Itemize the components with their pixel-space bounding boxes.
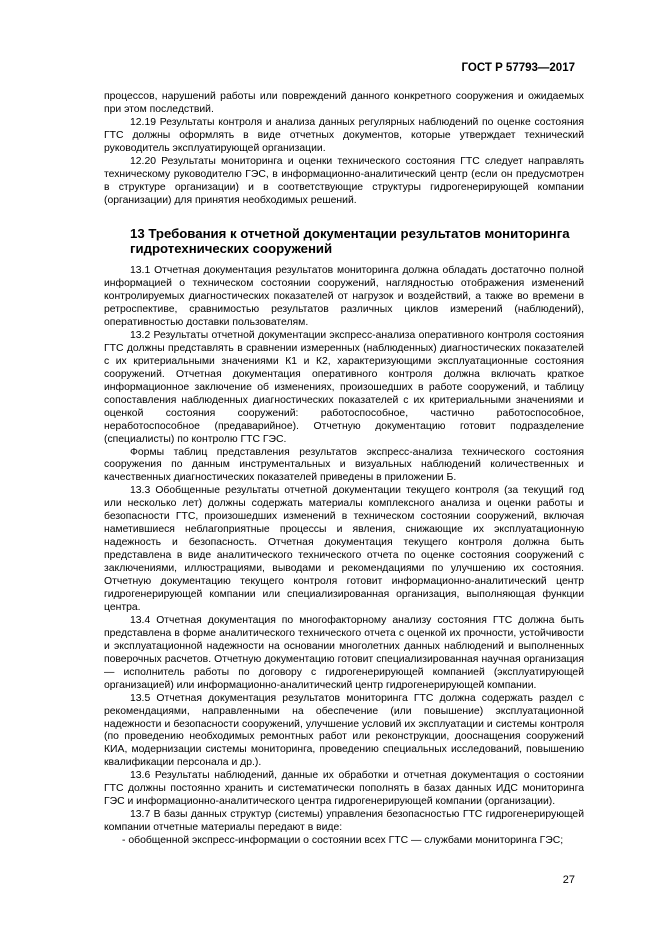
paragraph: процессов, нарушений работы или повреждений данного конкретного сооружения и ожидаемых при этом последствий. [104,91,584,115]
paragraph-13-7: 13.7 В базы данных структур (системы) управления безопасностью ГТС гидрогенерирующей компании отчетные материалы передают в виде: [104,809,584,834]
document-header-id: ГОСТ Р 57793—2017 [461,62,575,74]
paragraph-13-4: 13.4 Отчетная документация по многофакторному анализу состояния ГТС должна быть представлена в форме аналитического технического отчета с оценкой их прочности, устойчивости и эксплуатационной надежности на основании многолетних данных наблюдений и выполненных поверочных расчетов. Отчетную документацию готовит специализированная научная организация — исполнитель работы по договору с гидрогенерирующей компанией (эксплуатирующей организацией) или информационно-аналитический центр гидрогенерирующей компании. [104,614,584,691]
paragraph-12-19: 12.19 Результаты контроля и анализа данных регулярных наблюдений по оценке состояния ГТС должны оформлять в виде отчетных документов, которые утверждает технический руководитель эксплуатирующей организации. [104,116,584,154]
paragraph-12-20: 12.20 Результаты мониторинга и оценки технического состояния ГТС следует направлять техническому руководителю ГЭС, в информационно-аналитический центр (если он предусмотрен в структуре организации) и в соответствующие структуры гидрогенерирующей компании (организации) для принятия необходимых решений. [104,155,584,206]
section-13-heading: 13 Требования к отчетной документации результатов мониторинга гидротехнических сооружений [130,225,570,257]
page-number: 27 [562,874,575,886]
paragraph-13-5: 13.5 Отчетная документация результатов мониторинга ГТС должна содержать раздел с рекомендациями, направленными на обеспечение (или повышение) эксплуатационной надежности и безопасности сооружений, улучшение условий их эксплуатации и системы контроля (по проведению необходимых ремонтных работ или реконструкции, дооснащения сооружений КИА, модернизации системы мониторинга, проведению специальных исследований, повышению квалификации персонала и др.). [104,692,584,769]
paragraph-13-3: 13.3 Обобщенные результаты отчетной документации текущего контроля (за текущий год или несколько лет) должны содержать материалы комплексного анализа и оценки работы и безопасности ГТС, произошедших изменений в техническом состоянии сооружений, включая наметившиеся неблагоприятные процессы и явления, снижающие их эксплуатационную надежность и безопасность. Отчетная документация текущего контроля должна быть представлена в виде аналитического технического отчета по оценке состояния сооружений с заключениями, иллюстрациями, выводами и рекомендациями по улучшению их состояния. Отчетную документацию текущего контроля готовит информационно-аналитический центр гидрогенерирующей компании или специализированная организация, выполняющая функции центра. [104,485,584,613]
document-body [104,91,584,848]
paragraph-13-2: 13.2 Результаты отчетной документации экспресс-анализа оперативного контроля состояния ГТС должны представлять в сравнении измеренных (наблюденных) диагностических показателей с их критериальными значениями К1 и К2, характеризующими эксплуатационные состояния сооружений. Отчетная документация оперативного контроля должна включать краткое информационное заключение об изменениях, произошедших в работе сооружений, и таблицу сопоставления наблюденных диагностических показателей с их критериальными значениями и оценкой состояния сооружений: работоспособное, частично работоспособное, неработоспособное (предаварийное). Отчетную документацию готовит подразделение (специалисты) по контролю ГТС ГЭС. [104,329,584,445]
list-item: - обобщенной экспресс-информации о состоянии всех ГТС — службами мониторинга ГЭС; [122,835,564,847]
paragraph-forms: Формы таблиц представления результатов экспресс-анализа технического состояния сооружения по данным инструментальных и визуальных наблюдений количественных и качественных диагностических показателей приведены в приложении Б. [104,446,584,484]
paragraph-13-1: 13.1 Отчетная документация результатов мониторинга должна обладать достаточно полной информацией о техническом состоянии сооружений, наглядностью отображения изменений контролируемых диагностических показателей от нагрузок и воздействий, а также во времени в ретроспективе, сравнимостью результатов различных циклов измерений (наблюдений), оперативностью доставки пользователям. [104,265,584,328]
paragraph-13-6: 13.6 Результаты наблюдений, данные их обработки и отчетная документация о состоянии ГТС должны постоянно хранить и систематически пополнять в базах данных ИДС мониторинга ГЭС и информационно-аналитического центра гидрогенерирующей компании (организации). [104,770,584,808]
